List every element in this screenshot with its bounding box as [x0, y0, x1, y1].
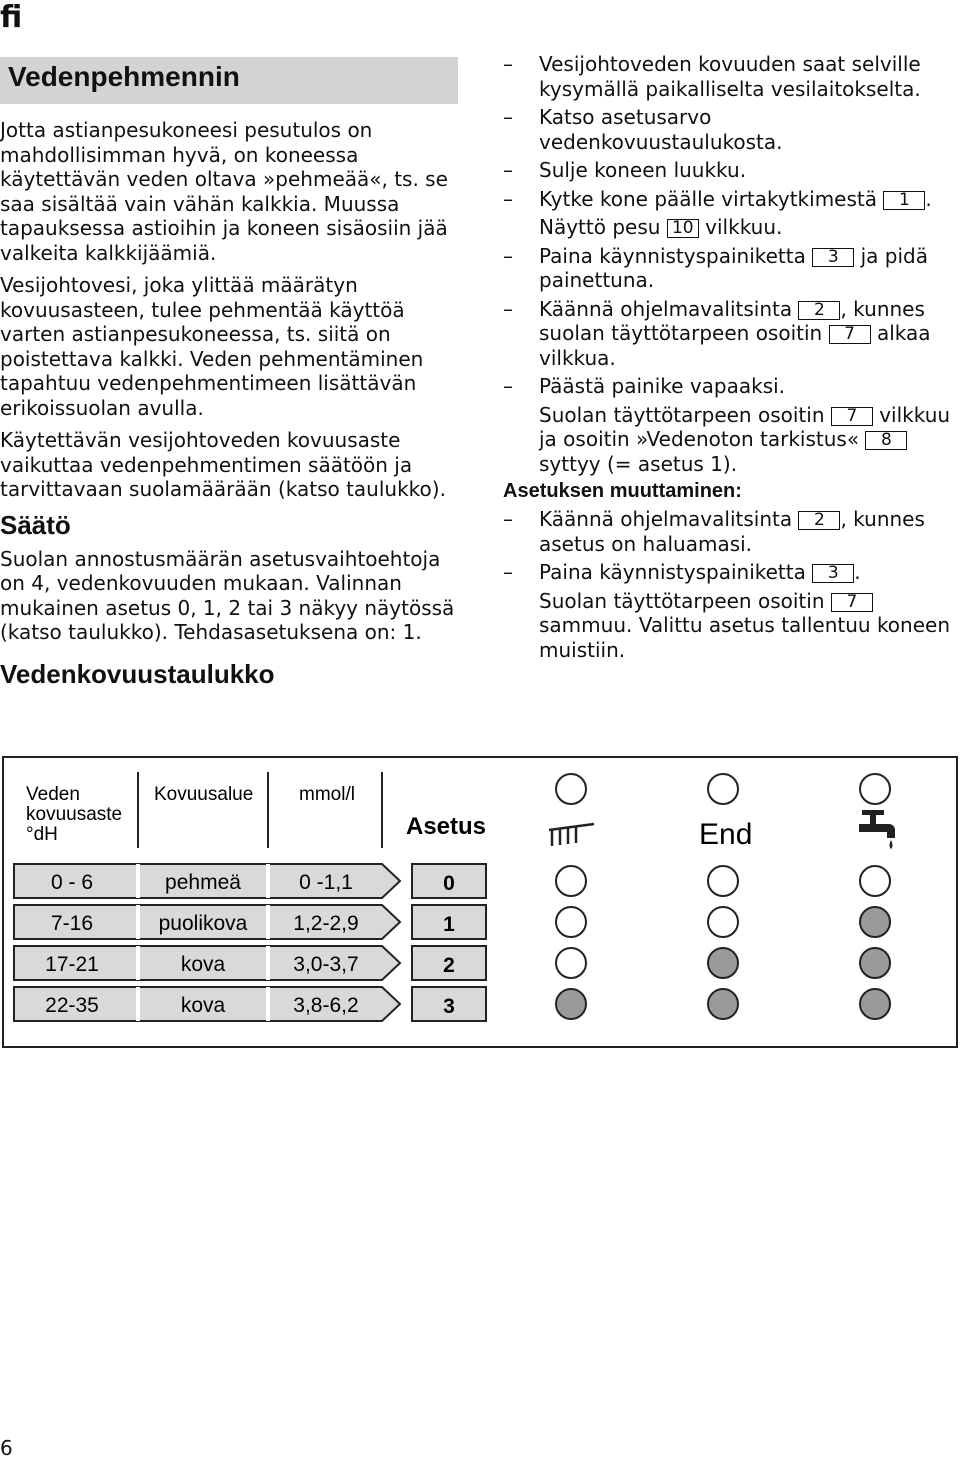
key-10: 10: [667, 219, 699, 238]
hardness-value: 17-21: [45, 953, 99, 976]
lamp-off-icon: [556, 948, 586, 978]
key-1: 1: [883, 191, 925, 210]
intro-paragraph: Jotta astianpesukoneesi pesutulos on mahdollisimman hyvä, on koneessa käytettävän veden oltava »pehmeää«, ts. se saa sisältää vain vähän kalkkia. Muussa tapauksessa astioihin ja koneen sisäosiin jää valkeita kalkkijäämiä.: [0, 118, 448, 265]
key-7: 7: [829, 325, 871, 344]
adjustment-heading: Säätö: [0, 509, 71, 540]
hardness-paragraph: Käytettävän vesijohtoveden kovuusaste vaikuttaa vedenpehmentimen säätöön ja tarvittavaan suolamäärään (katso taulukko).: [0, 428, 446, 501]
lamp-off-icon: [860, 866, 890, 896]
lamp-on-icon: [708, 989, 738, 1019]
step-continuation: Suolan täyttötarpeen osoitin 7 sammuu. Valittu asetus tallentuu koneen muistiin.: [539, 588, 951, 662]
step-item: – Sulje koneen luukku.: [503, 158, 747, 182]
change-setting-heading: Asetuksen muuttaminen:: [503, 480, 742, 502]
step-item: – Käännä ohjelmavalitsinta 2 , kunnes suolan täyttötarpeen osoitin 7 alkaa vilkkua.: [503, 296, 931, 370]
setting-value: 2: [443, 954, 455, 977]
mmol-value: 1,2-2,9: [293, 912, 359, 935]
header-range: Kovuusalue: [154, 784, 254, 805]
key-3: 3: [812, 564, 854, 583]
right-column: [503, 52, 960, 666]
lamp-off-icon: [708, 866, 738, 896]
header-hardness-line3: °dH: [26, 824, 58, 845]
lamp-on-icon: [860, 948, 890, 978]
header-setting: Asetus: [406, 813, 487, 840]
lamp-on-icon: [708, 948, 738, 978]
section-header: [0, 57, 458, 104]
table-rows: [14, 864, 890, 1021]
page-number: 6: [0, 1436, 13, 1460]
step-item: – Paina käynnistyspainiketta 3 ja pidä painettuna.: [503, 243, 928, 292]
hardness-value: 7-16: [50, 912, 94, 935]
left-column: [0, 118, 470, 696]
hardness-value: 0 - 6: [50, 871, 94, 894]
header-lamp: [708, 774, 738, 804]
hardness-table-graphic: [4, 758, 956, 1046]
mmol-value: 0 -1,1: [299, 871, 353, 894]
key-7: 7: [831, 407, 873, 426]
table-row: [14, 905, 890, 939]
table-row: [14, 987, 890, 1021]
section-title: Vedenpehmennin: [8, 61, 240, 92]
language-code: fi: [0, 0, 23, 35]
end-indicator-label: End: [699, 818, 753, 851]
step-item: – Vesijohtoveden kovuuden saat selville kysymällä paikalliselta vesilaitokselta.: [503, 52, 921, 101]
lamp-on-icon: [860, 907, 890, 937]
lamp-on-icon: [556, 989, 586, 1019]
key-2: 2: [798, 511, 840, 530]
setting-value: 1: [443, 913, 455, 936]
header-hardness-line1: Veden: [26, 784, 80, 805]
lamp-off-icon: [556, 907, 586, 937]
hardness-table-heading: Vedenkovuustaulukko: [0, 658, 275, 689]
wash-indicator-icon: [549, 824, 594, 846]
header-hardness-line2: kovuusaste: [26, 804, 123, 825]
header-mmol: mmol/l: [299, 784, 355, 805]
table-row: [14, 864, 890, 898]
range-value: puolikova: [158, 912, 248, 935]
setting-value: 3: [443, 995, 455, 1018]
lamp-off-icon: [708, 907, 738, 937]
lamp-on-icon: [860, 989, 890, 1019]
step-continuation: Näyttö pesu 10 vilkkuu.: [539, 215, 783, 239]
water-tap-icon: [859, 810, 895, 849]
mmol-value: 3,8-6,2: [293, 994, 359, 1017]
step-item: – Kytke kone päälle virtakytkimestä 1 .: [503, 186, 932, 211]
header-lamp: [860, 774, 890, 804]
hardness-table: [2, 756, 958, 1048]
range-value: pehmeä: [165, 871, 241, 894]
mmol-value: 3,0-3,7: [293, 953, 359, 976]
hardness-value: 22-35: [45, 994, 99, 1017]
table-row: [14, 946, 890, 980]
softening-paragraph: Vesijohtovesi, joka ylittää määrätyn kovuusasteen, tulee pehmentää käyttöä varten astianpesukoneessa, ts. siitä on poistettava kalkki. Veden pehmentäminen tapahtuu vedenpehmentimeen lisättävän erikoissuolan avulla.: [0, 273, 424, 420]
key-3: 3: [812, 248, 854, 267]
header-lamp: [556, 774, 586, 804]
setting-value: 0: [443, 872, 455, 895]
key-8: 8: [865, 431, 907, 450]
range-value: kova: [180, 953, 226, 976]
range-value: kova: [180, 994, 226, 1017]
step-continuation: Suolan täyttötarpeen osoitin 7 vilkkuu ja osoitin »Vedenoton tarkistus« 8 syttyy (= asetus 1).: [539, 402, 951, 476]
step-item: – Päästä painike vapaaksi.: [503, 374, 786, 398]
adjustment-paragraph: Suolan annostusmäärän asetusvaihtoehtoja on 4, vedenkovuuden mukaan. Valinnan mukainen asetus 0, 1, 2 tai 3 näkyy näytössä (katso taulukko). Tehdasasetuksena on: 1.: [0, 546, 455, 644]
step-item: – Paina käynnistyspainiketta 3 .: [503, 560, 861, 584]
key-7: 7: [831, 593, 873, 612]
step-item: – Käännä ohjelmavalitsinta 2 , kunnes asetus on haluamasi.: [503, 507, 925, 556]
step-item: – Katso asetusarvo vedenkovuustaulukosta.: [503, 105, 783, 154]
lamp-off-icon: [556, 866, 586, 896]
key-2: 2: [798, 301, 840, 320]
